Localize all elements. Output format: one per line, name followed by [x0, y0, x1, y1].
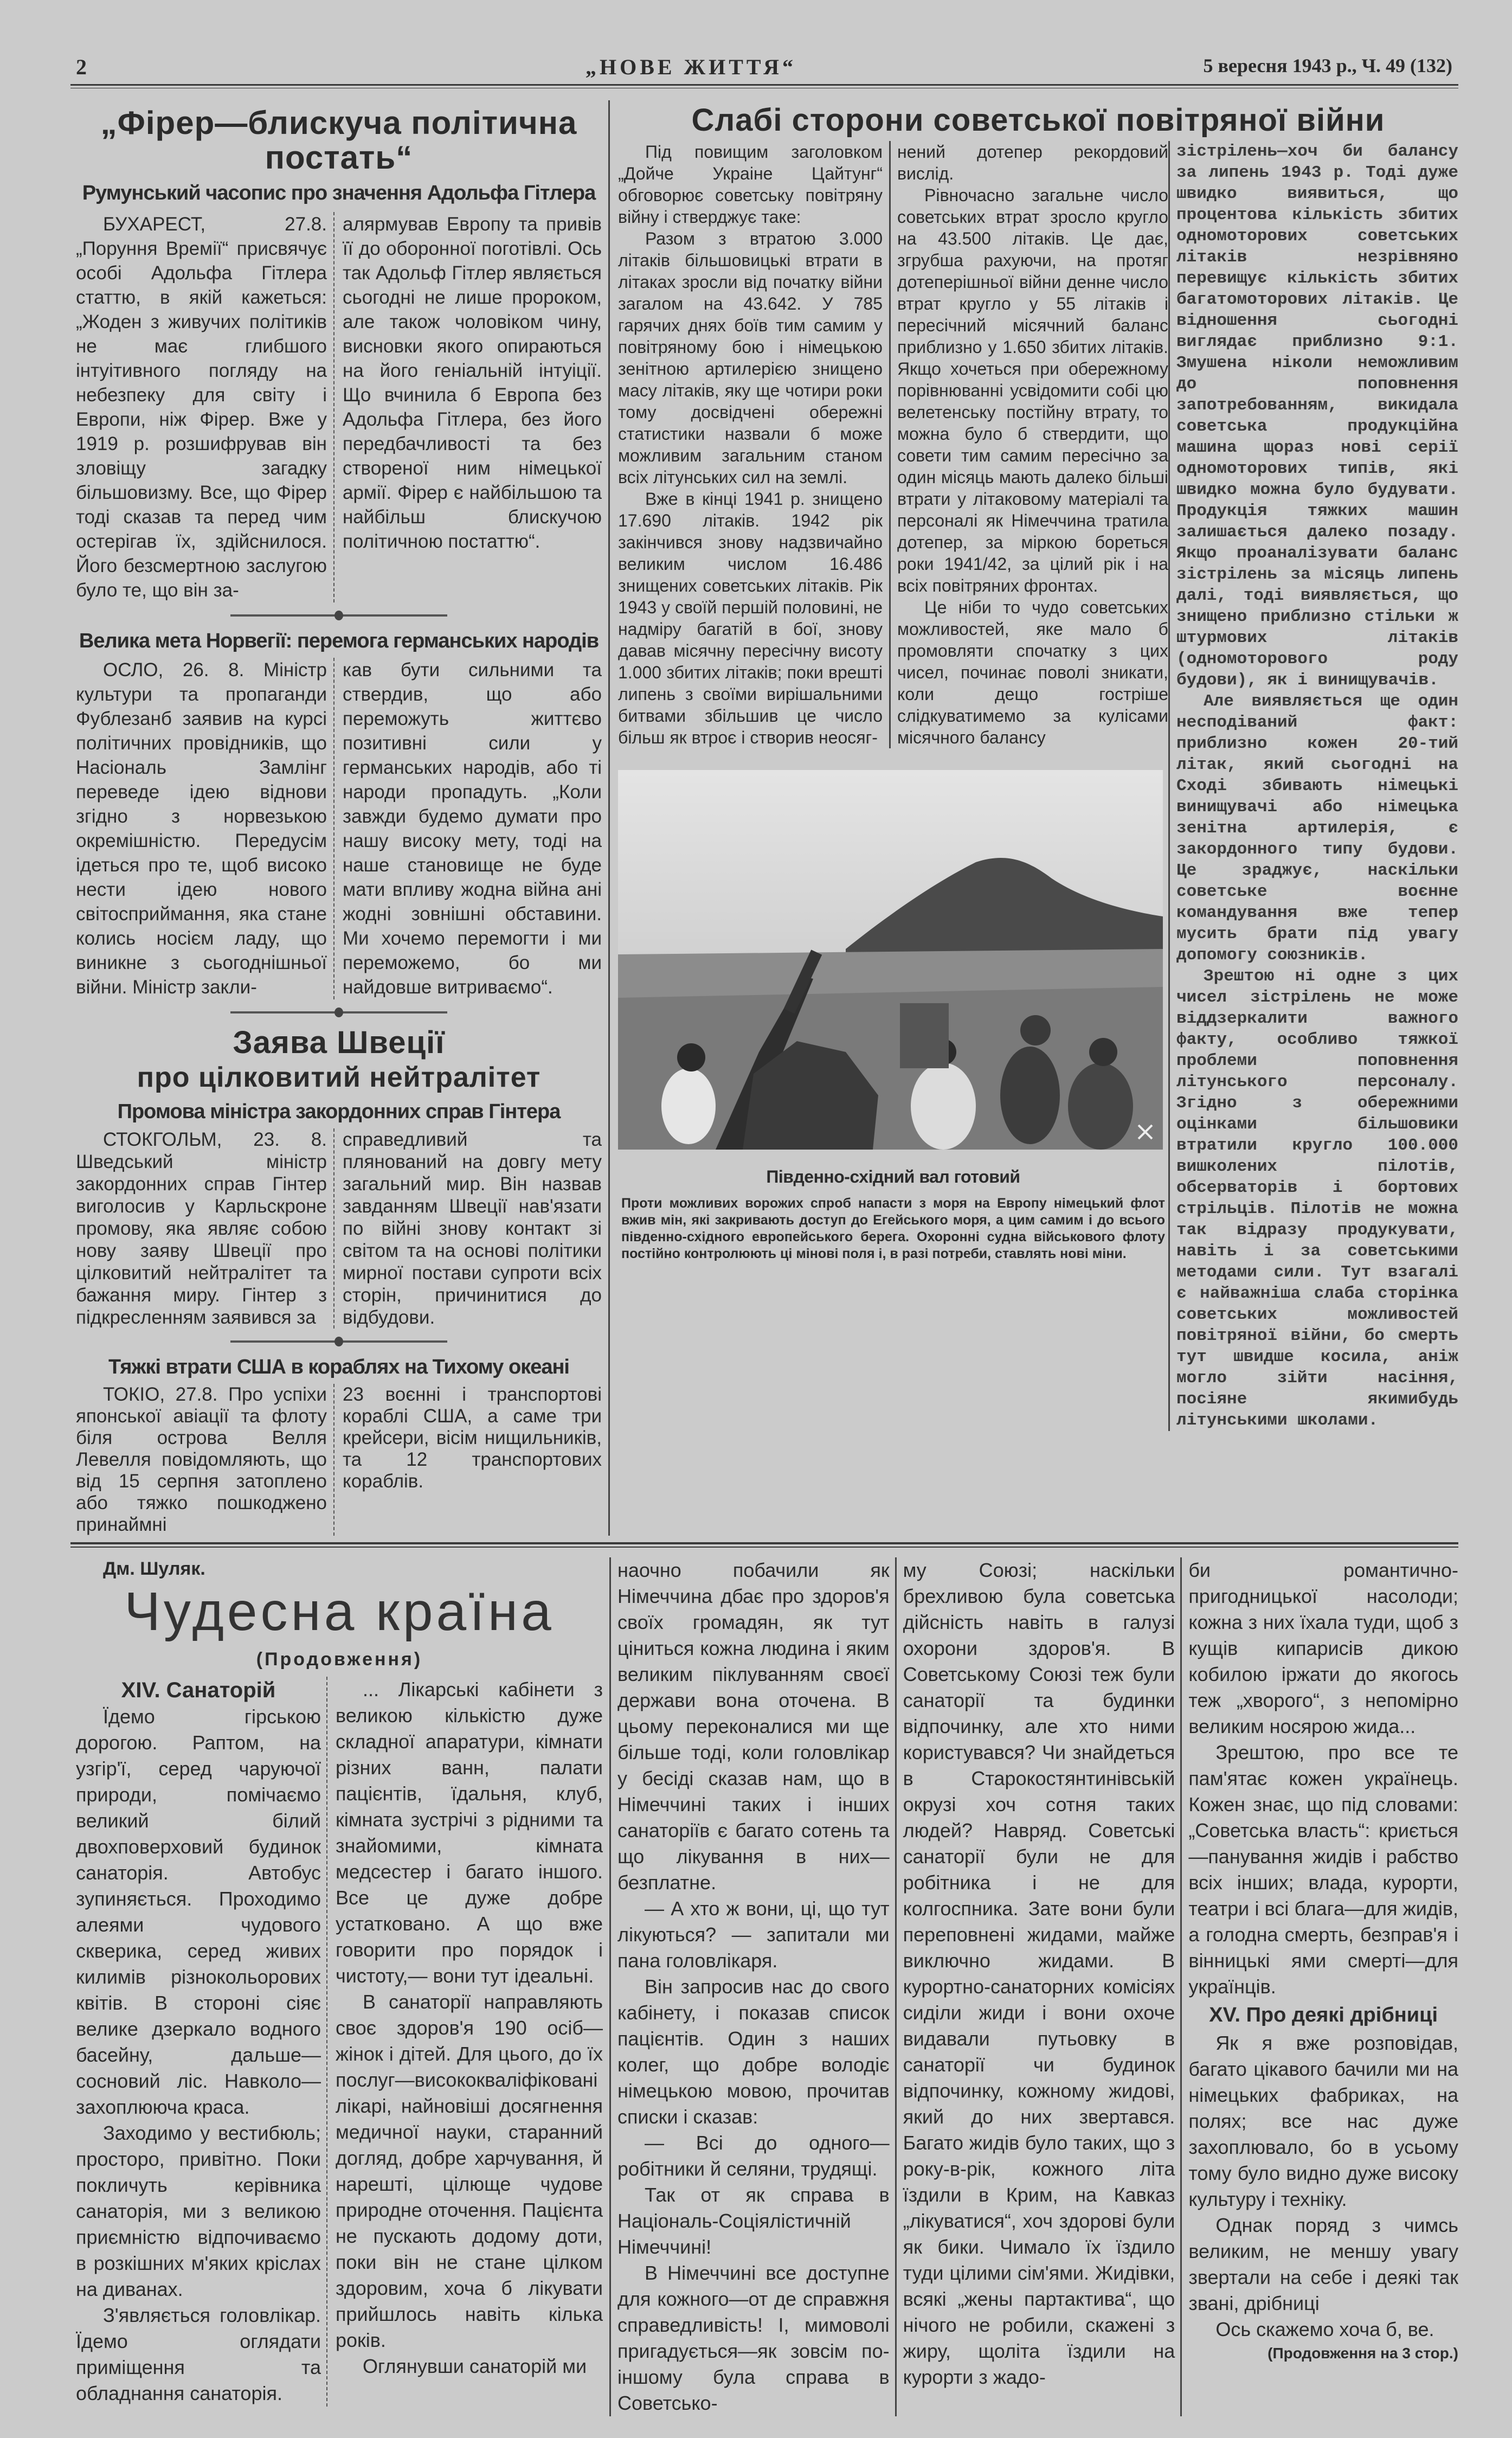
top-section	[76, 100, 1458, 1536]
article-title: про цілковитий нейтралітет	[137, 1062, 541, 1093]
article-columns-1-2	[618, 141, 1168, 748]
paragraph: кав бути сильними та ствердив, що або переможуть життєво позитивні сили у германських народів, або ті народи пропадуть. „Коли завжди будемо думати про нашу високу мету, тоді на наше становище не буде мати впливу жодна війна ані жодні зовнішні обставини. Ми хочемо перемогти і ми переможемо, бо ми найдовше витриваємо“.	[343, 659, 602, 998]
left-news-column	[76, 100, 608, 1536]
paragraph: Але виявляється ще один несподіваний факт: приблизно кожен 20-тий літак, який сьогодні на Сході збивають німецькі винищувачі або німецька зенітна артилерія, є закордонного типу будови. Це зраджує, наскільки советське воєнне командування вже тепер мусить брати під увагу допомогу союзників.	[1176, 692, 1458, 965]
photo-anti-aircraft-gun-crew	[618, 770, 1163, 1150]
paragraph: Їдемо гірською дорогою. Раптом, на узгір'ї, серед чаруючої природи, помічаємо великий білий двохповерховий будинок санаторія. Автобус зупиняється. Проходимо алеями чудового скверика, серед живих килимів різнокольорових квітів. В стороні сіяє велике дзеркало водного басейну, дальше—сосновий ліс. Навколо—захоплююча краса.	[76, 1705, 321, 2118]
article-title: Велика мета Норвегії: перемога германських народів	[79, 630, 599, 652]
article-subtitle: Румунський часопис про значення Адольфа Гітлера	[82, 182, 596, 204]
story-column-c	[609, 1557, 890, 2416]
section-heading: XIV. Санаторій	[121, 1678, 276, 1702]
paragraph: ... Лікарські кабінети з великою кількістю дуже складної апаратури, кімнати різних ванн, палати пацієнтів, їдальня, клуб, кімната зустрічі з рідними та знайомими, кімната медсестер і багато іншого. Все це дуже добре устатковано. А що вже говорити про порядок і чистоту,— вони тут ідеальні.	[336, 1678, 603, 1987]
paragraph: З'являється головлікар. Їдемо оглядати приміщення та обладнання санаторія.	[76, 2304, 321, 2404]
article-wonderful-country	[70, 1557, 1458, 2416]
paragraph: би романтично-пригодницької насолоди; кожна з них їхала туди, щоб з кущів кипарисів дикою кобилою іржати до якогось теж „хворого“, з непомірно великим носярою жида...	[1188, 1559, 1458, 1737]
paragraph: — А хто ж вони, ці, що тут лікуються? — запитали ми пана головлікаря.	[617, 1897, 890, 1972]
paragraph: алярмував Европу та привів її до оборонної поготівлі. Ось так Адольф Гітлер являється сьогодні не лише пророком, але також чоловіком чину, висновки якого опираються на його геніальній інтуіції. Що вчинила б Европа без Адольфа Гітлера, без його передбачливості та без створеної ним німецької армії. Фірер є найбільшою та найбільш блискучою політичною постаттю“.	[343, 214, 602, 552]
story-column-a	[76, 1704, 321, 2407]
paragraph: ОСЛО, 26. 8. Міністр культури та пропаганди Фублезанб заявив на курсі політичних провідників, що Насіональ Замлінг переведе ідею віднови згідно з норвезькою окремішністю. Передусім ідеться про те, щоб високо нести ідею нового світосприймання, яка стане колись носієм ладу, що виникне з сьогоднішньої війни. Міністр закли-	[76, 659, 327, 998]
article-body	[333, 658, 602, 999]
article-body	[333, 212, 602, 602]
article-usa	[76, 1355, 602, 1536]
paragraph: Зрештою, про все те пам'ятає кожен українець. Кожен знає, що під словами: „Советська власть“: криється—панування жидів і рабство всіх інших; влада, курорти, театри і всі блага—для жидів, а голодна смерть, безправ'я і вінницькі ями смерті—для українців.	[1188, 1741, 1458, 1998]
paragraph: справедливий та плянований на довгу мету загальний мир. Він назвав завданням Швеції нав'язати по війні знову контакт зі світом та на основі політики мирної постави супроти всіх сторін, причинитися до відбудови.	[343, 1129, 602, 1328]
paragraph: Так от як справа в Національ-Соціялістичній Німеччині!	[617, 2184, 890, 2258]
paragraph: БУХАРЕСТ, 27.8. „Поруння Времії“ присвячує особі Адольфа Гітлера статтю, в якій кажеться: „Жоден з живучих політиків не має глибшого інтуітивного погляду на небезпеку для світу і Европи, ніж Фірер. Вже у 1919 р. розшифрував він зловіщу загадку більшовизму. Все, що Фірер тоді сказав та перед чим остерігав їх, здійснилося. Його безсмертною заслугою було те, що він за-	[76, 214, 327, 601]
article-title: „Фірер—блискуча політична	[100, 105, 577, 141]
article-air-war	[608, 100, 1458, 1536]
paragraph: Під повищим заголовком „Дойче Украіне Цайтунг“ обговорює советську повітряну війну і стверджує таке:	[618, 142, 883, 227]
article-title: Заява Швеції	[233, 1025, 445, 1060]
photo-caption: Проти можливих ворожих спроб напасти з моря на Европу німецький флот вжив мін, які закривають доступ до Егейського моря, а цим самим і до всього південно-східного европейського берега. Охоронні судна військового флоту постійно контролюють ці мінові поля і, в разі потреби, ставлять нові міни.	[621, 1196, 1165, 1261]
paragraph: Вже в кінці 1941 р. знищено 17.690 літаків. 1942 рік закінчився знову надзвичайно великим числом 16.486 знищених советських літаків. Рік 1943 у своїй першій половині, не надміру багатій в бої, знову давав місячну пересічну висоту 1.000 збитих літаків; поки врешті липень з своїми вирішальними битвами збільшив це число більш як втроє і створив неосяг-	[618, 489, 883, 747]
paragraph: Заходимо у вестибюль; просторо, привітно. Поки покличуть керівника санаторія, ми з великою приємністю відпочиваємо в розкішних м'яких кріслах на диванах.	[76, 2122, 321, 2300]
article-column-2	[889, 141, 1168, 748]
paragraph: Це ніби то чудо советських можливостей, яке мало б промовляти спочатку з цих чисел, починає поволі зникати, коли дещо гостріше слідкуватимемо за кулісами місячного балансу	[897, 598, 1168, 747]
article-left-block	[618, 141, 1168, 1431]
paragraph: 23 воєнні і транспортові кораблі США, а саме три крейсери, вісім нищильників, та 12 транспортових кораблів.	[343, 1384, 602, 1492]
ornament-divider	[230, 614, 447, 617]
article-fuhrer	[76, 106, 602, 617]
paragraph: Він запросив нас до свого кабінету, і показав список пацієнтів. Один з наших колег, що добре володіє німецькою мовою, прочитав списки і сказав:	[617, 1975, 890, 2128]
paragraph: Однак поряд з чимсь великим, не меншу увагу звертали на себе і деякі так звані, дрібниці	[1188, 2214, 1458, 2314]
section-rule	[70, 1542, 1458, 1544]
article-subtitle: Промова міністра закордонних справ Гінтера	[117, 1100, 561, 1123]
article-columns	[618, 141, 1458, 1431]
paragraph: В санаторії направляють своє здоров'я 190 осіб—жінок і дітей. Для цього, до їх послуг—висококваліфіковані лікарі, найновіші досягнення медичної науки, старанний догляд, добре харчування, й нарешті, цілюще чудове природне оточення. Пацієнта не пускають додому доти, поки він не стане цілком здоровим, хоча б лікувати прийшлось навіть кілька років.	[336, 1991, 603, 2351]
article-body	[76, 1128, 333, 1329]
paragraph: ТОКІО, 27.8. Про успіхи японської авіації та флоту біля острова Велля Левелля повідомляють, що від 15 серпня затоплено або тяжко пошкоджено принаймні	[76, 1384, 327, 1535]
story-column-b	[326, 1677, 603, 2407]
story-column-a-wrap	[76, 1677, 326, 2407]
article-columns	[76, 212, 602, 602]
article-title: постать“	[265, 139, 413, 176]
story-continued-label: (Продовження)	[256, 1649, 423, 1670]
ornament-divider	[230, 1340, 447, 1343]
paragraph: Рівночасно загальне число советських втрат зросло кругло на 43.500 літаків. Це дає, згрубша рахуючи, на протяг дотеперішньої війни денне число втрат кругло у 55 літаків і пересічний місячний баланс приблизно у 1.650 збитих літаків. Якщо хочеться при обережному порівнюванні усвідомити собі цю велетенську постійну втрату, то можна було б ствердити, що совети тим самим пересічно за один місяць мають далеко більші втрати у літаковому матеріалі та персоналі як Німеччина тратила дотепер, за міркою бореться роки 1941/42, за цілий рік і на всіх повітряних фронтах.	[897, 185, 1168, 595]
story-column-e	[1180, 1557, 1458, 2416]
article-column-1	[618, 141, 889, 748]
section-heading: XV. Про деякі дрібниці	[1209, 2004, 1438, 2026]
article-body	[333, 1128, 602, 1329]
article-columns	[76, 658, 602, 999]
paragraph: Оглянувши санаторій ми	[363, 2355, 587, 2377]
paragraph: Як я вже розповідав, багато цікавого бачили ми на німецьких фабриках, на полях; все нас дуже захоплювало, бо в усьому тому було видно дуже високу культуру і техніку.	[1188, 2032, 1458, 2210]
story-column-d	[895, 1557, 1175, 2416]
article-body	[76, 658, 333, 999]
newspaper-title: „НОВЕ ЖИТТЯ“	[586, 55, 796, 79]
section-rule-thin	[70, 1547, 1458, 1548]
article-title: Слабі сторони советської повітряної війни	[691, 102, 1385, 138]
continued-on-page-note: (Продовження на 3 стор.)	[1267, 2345, 1458, 2362]
story-columns-a-b	[76, 1677, 603, 2407]
ornament-divider	[230, 1011, 447, 1013]
page-number: 2	[76, 55, 87, 79]
article-columns	[76, 1384, 602, 1536]
story-section	[70, 1542, 1458, 2416]
paragraph: му Союзі; наскільки брехливою була советська дійсність навіть в галузі охорони здоров'я. В Советському Союзі теж були санаторії та будинки відпочинку, але хто ними користувався? Чи знайдеться в Старокостянтинівській окрузі хоч сотня таких людей? Навряд. Советські санаторії були не для робітника і не для колгоспника. Зате вони були переповнені жидами, майже виключно жидами. В курортно-санаторних комісіях сиділи жиди і вони охоче видавали путьовку в санаторії чи будинок відпочинку, кожному жидові, який до них звертався. Багато жидів було таких, що з року-в-рік, кожного літа їздили в Крим, на Кавказ „лікуватися“, хоч здорові були як бики. Чимало їх їздило туди цілими сім'ями. Жидівки, всякі „жены партактива“, що нічого не робили, скажені з жиру, щоліта їздили на курорти з жадо-	[903, 1559, 1175, 2388]
paragraph: наочно побачили як Німеччина дбає про здоров'я своїх громадян, як тут ціниться кожна людина і яким великим піклуванням своєї держави вона оточена. В цьому переконалися ми ще більше тоді, коли головлікар у бесіді сказав нам, що в Німеччині таких і інших санаторіїв є багато сотень та що лікування в них—безплатне.	[617, 1559, 890, 1894]
story-title: Чудесна країна	[124, 1581, 555, 1642]
article-columns	[76, 1128, 602, 1329]
article-body	[76, 212, 333, 602]
paragraph: В Німеччині все доступне для кожного—от де справжня справедливість! І, мимоволі пригадується—як зовсім по-іншому була справа в Советсько-	[617, 2262, 890, 2414]
article-sweden	[76, 1025, 602, 1343]
paragraph: Ось скажемо хоча б, ве.	[1215, 2318, 1434, 2340]
author-byline: Дм. Шуляк.	[103, 1558, 205, 1579]
paragraph: СТОКГОЛЬМ, 23. 8. Шведський міністр закордонних справ Гінтер виголосив у Карльскроне промову, яка являє собою нову заяву Швеції про цілковитий нейтралітет та бажання миру. Гінтер з підкресленням заявився за	[76, 1129, 327, 1328]
photo-title: Південно-східний вал готовий	[766, 1167, 1020, 1186]
paragraph: Зрештою ні одне з цих чисел зістрілень не може віддзеркалити важного факту, особливо тяжкої проблеми поповнення літунського персоналу. Згідно з обережними оцінками більшовики втратили кругло 100.000 вишколених пілотів, обсерваторів і бортових стрільців. Пілотів не можна так відразу продукувати, навіть і за советськими методами сили. Тут взагалі є найважніша слаба сторінка советських можливостей повітряної війни, бо смерть тут швидше косила, аніж могло зійти насіння, посіяне якимибудь літунськими школами.	[1176, 967, 1458, 1430]
article-column-3	[1168, 141, 1458, 1431]
paragraph: — Всі до одного—робітники й селяни, трудящі.	[617, 2132, 890, 2180]
paragraph: зістрілень—хоч би балансу за липень 1943 р. Тоді дуже швидко виявиться, що процентова кількість збитих одномоторових советських літаків незрівняно перевищує кількість збитих багатомоторових літаків. Це відношення сьогодні виглядає приблизно 9:1. Змушена ніколи неможливим до поповнення запотребованням, викидала советська продукційна машина щораз нові серії одномоторових типів, які швидко можна було будувати. Продукція тяжких машин залишається далеко позаду. Якщо проаналізувати баланс зістрілень за місяць липень далі, тоді виявляється, що знищено приблизно стільки ж штурмових літаків (одномоторового роду будови), як і винищувачів.	[1176, 142, 1458, 690]
article-body	[333, 1384, 602, 1536]
paragraph: нений дотепер рекордовий вислід.	[897, 142, 1168, 183]
article-body	[76, 1384, 333, 1536]
article-title: Тяжкі втрати США в кораблях на Тихому океані	[108, 1356, 569, 1378]
issue-date: 5 вересня 1943 р., Ч. 49 (132)	[1203, 55, 1452, 76]
article-norway	[76, 628, 602, 1013]
paragraph: Разом з втратою 3.000 літаків більшовицькі втрати в літаках зросли від початку війни загалом на 43.642. У 785 гарячих днях боїв тим самим у повітряному бою і німецькою зенітною артилерією знищено масу літаків, яку ще чотири роки тому досвідчені обережні статистики назвали б може можливим загальним станом всіх літунських сил на землі.	[618, 229, 883, 487]
header-rule	[70, 84, 1458, 86]
story-left-block	[76, 1557, 603, 2416]
